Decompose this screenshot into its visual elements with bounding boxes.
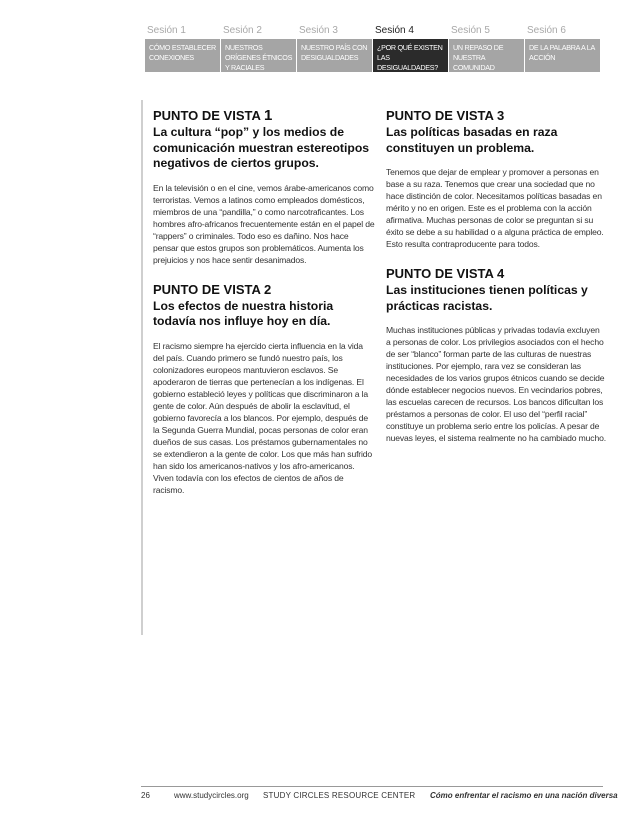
viewpoint-2-body: El racismo siempre ha ejercido cierta influencia en la vida del país. Cuando primero se fundó nuestro país, los colonizadores europeos mantuvieron esclavos. Se apoderaron de tierras que pertenecían a los indígenas. El gobierno estableció leyes y políticas que discriminaron a la gente de color. Aún después de abolir la esclavitud, el gobierno favorecía a los blancos. Por ejemplo, después de la Segunda Guerra Mundial, pocas personas de color eran dueños de sus casas. Los préstamos gubernamentales no se extendieron a la gente de color. Los que más han sufrido han sido los americanos-nativos y los afro-americanos. Viven todavía con los efectos de cientos de años de racismo. [153, 340, 373, 495]
viewpoint-4-subtitle: Las instituciones tienen políticas y prácticas racistas. [386, 283, 588, 313]
viewpoint-1-title-prefix: PUNTO DE VISTA [153, 108, 264, 123]
viewpoint-1-body: En la televisión o en el cine, vemos árabe-americanos como terroristas. Vemos a latinos como empleados domésticos, miembros de una “pandilla,” o como narcotraficantes. Los hombres afro-africanos frecuentemente están en el papel de “rappers” o criminales. Todo eso es dañino. Nos hace pensar que estos grupos son problemáticos. Aumenta los prejuicios y nos hace sentir desanimados. [153, 182, 375, 265]
viewpoint-1-number: 1 [264, 107, 273, 124]
left-column [153, 108, 375, 512]
viewpoint-3-title: PUNTO DE VISTA 3 [386, 108, 505, 123]
session-2-label: Sesión 2 [223, 25, 262, 36]
viewpoint-1-title [153, 108, 375, 123]
session-4-box: ¿POR QUÉ EXISTEN LAS DESIGUALDADES? [373, 39, 448, 72]
viewpoint-2-subtitle: Los efectos de nuestra historia todavía nos influye hoy en día. [153, 298, 334, 328]
viewpoint-2 [153, 282, 375, 496]
viewpoint-1 [153, 108, 375, 266]
session-2-box: NUESTROS ORÍGENES ÉTNICOS Y RACIALES [221, 39, 296, 72]
page-number: 26 [141, 791, 150, 800]
viewpoint-4-title: PUNTO DE VISTA 4 [386, 266, 505, 281]
left-vertical-rule [141, 100, 143, 635]
viewpoint-2-title: PUNTO DE VISTA 2 [153, 281, 272, 297]
session-labels-row [145, 25, 605, 36]
session-navigation [145, 25, 605, 72]
session-1-label: Sesión 1 [147, 25, 186, 36]
session-3-label: Sesión 3 [299, 25, 338, 36]
right-column [386, 108, 606, 460]
viewpoint-3 [386, 108, 606, 250]
session-3-box: NUESTRO PAÍS CON DESIGUALDADES [297, 39, 372, 72]
footer-book-title: Cómo enfrentar el racismo en una nación diversa [430, 791, 618, 800]
session-5-label: Sesión 5 [451, 25, 490, 36]
footer-url-link[interactable]: www.studycircles.org [174, 791, 249, 800]
session-boxes-row [145, 39, 605, 72]
session-5-box: UN REPASO DE NUESTRA COMUNIDAD [449, 39, 524, 72]
footer-rule [141, 786, 603, 787]
session-6-label: Sesión 6 [527, 25, 566, 36]
viewpoint-4-body: Muchas instituciones públicas y privadas todavía excluyen a personas de color. Los privilegios asociados con el hecho de ser “blanco” forman parte de las culturas de nuestras instituciones. Por ejemplo, rara vez se consideran las necesidades de los varios grupos étnicos cuando se decide dónde establecer negocios nuevos. En vecindarios pobres, las escuelas carecen de recursos. Los bancos dificultan los préstamos a personas de color. El uso del “perfil racial” constituye un problema serio entre los policías. A pesar de nuevas leyes, el sistema realmente no ha cambiado mucho. [386, 325, 606, 443]
viewpoint-3-body: Tenemos que dejar de emplear y promover a personas en base a su raza. Tenemos que crear una sociedad que no hace distinción de color. Necesitamos políticas basadas en mérito y no en origen. Este es el problema con la acción afirmativa. Muchas personas de color se preguntan si su éxito se debe a su habilidad o a alguna práctica de empleo. Esto resulta contraproducente para todos. [386, 167, 604, 249]
viewpoint-4 [386, 266, 606, 444]
session-4-label: Sesión 4 [375, 25, 414, 36]
viewpoint-1-subtitle: La cultura “pop” y los medios de comunicación muestran estereotipos negativos de ciertos grupos. [153, 125, 370, 170]
viewpoint-3-subtitle: Las políticas basadas en raza constituyen un problema. [386, 125, 558, 155]
footer-organization: STUDY CIRCLES RESOURCE CENTER [263, 791, 416, 800]
session-1-box: CÓMO ESTABLECER CONEXIONES [145, 39, 220, 72]
session-6-box: DE LA PALABRA A LA ACCIÓN [525, 39, 600, 72]
